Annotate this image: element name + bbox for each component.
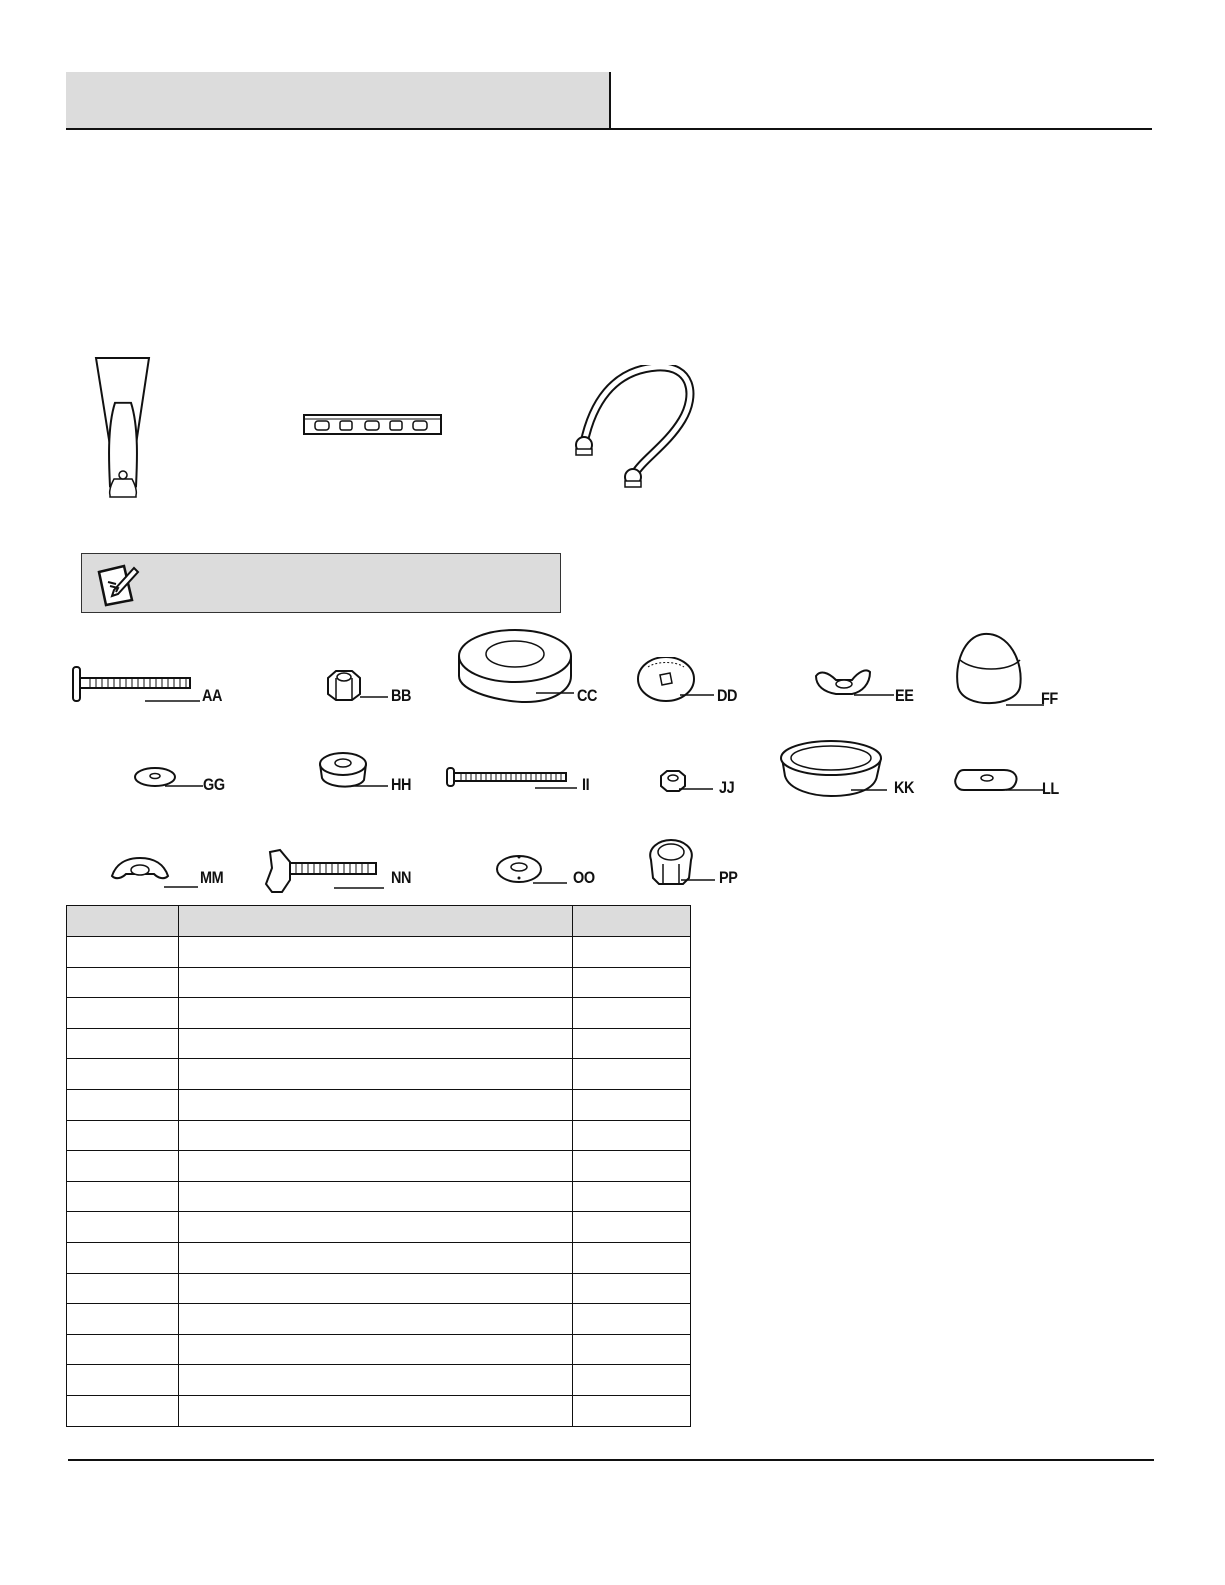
tank-gasket-icon — [779, 738, 891, 800]
table-row — [67, 1304, 691, 1335]
table-cell — [67, 1059, 179, 1090]
table-cell — [67, 1273, 179, 1304]
table-row — [67, 1151, 691, 1182]
table-header-cell — [179, 906, 573, 937]
hardware-ee — [814, 666, 894, 709]
hardware-label-aa: AA — [202, 686, 223, 705]
hardware-label-gg: GG — [203, 775, 225, 794]
supply-line-hose-icon — [572, 365, 707, 495]
table-cell — [67, 967, 179, 998]
table-cell — [179, 1212, 573, 1243]
hardware-bb — [326, 668, 388, 711]
hardware-parts-table — [66, 905, 691, 1427]
hardware-oo — [495, 853, 571, 896]
header-rule — [66, 128, 1152, 130]
hardware-ii — [445, 766, 585, 801]
hardware-label-nn: NN — [391, 868, 412, 887]
note-box — [81, 553, 561, 613]
section-header-band — [66, 72, 610, 129]
table-cell — [67, 1028, 179, 1059]
table-cell — [179, 1334, 573, 1365]
t-bolt-icon — [70, 665, 200, 705]
table-header-row — [67, 906, 691, 937]
table-cell — [67, 1212, 179, 1243]
wax-ring-icon — [456, 628, 576, 706]
table-row — [67, 1089, 691, 1120]
hardware-label-ii: II — [582, 775, 590, 794]
wing-nut-icon — [814, 666, 894, 704]
table-row — [67, 967, 691, 998]
rubber-washer-icon — [318, 750, 390, 794]
hardware-label-pp: PP — [719, 868, 738, 887]
flange-washer-icon — [495, 853, 571, 891]
table-row — [67, 1028, 691, 1059]
table-cell — [573, 1028, 691, 1059]
table-cell — [573, 967, 691, 998]
table-cell — [179, 1151, 573, 1182]
table-cell — [179, 967, 573, 998]
table-cell — [573, 998, 691, 1029]
hardware-ll — [954, 766, 1044, 801]
hardware-label-cc: CC — [577, 686, 598, 705]
table-cell — [67, 998, 179, 1029]
cap-nut-icon — [645, 838, 717, 892]
table-row — [67, 1242, 691, 1273]
small-hex-nut-icon — [659, 768, 715, 798]
table-row — [67, 998, 691, 1029]
table-cell — [179, 1242, 573, 1273]
washer-icon — [133, 764, 213, 794]
table-cell — [67, 1089, 179, 1120]
table-cell — [573, 1089, 691, 1120]
t-head-bolt-icon — [264, 848, 384, 896]
hex-nut-icon — [326, 668, 388, 706]
hardware-jj — [659, 768, 715, 803]
hardware-nn — [264, 848, 384, 901]
table-row — [67, 1395, 691, 1426]
table-header-cell — [67, 906, 179, 937]
table-header-cell — [573, 906, 691, 937]
hardware-cc — [456, 628, 576, 711]
hardware-label-oo: OO — [573, 868, 595, 887]
header-divider — [609, 72, 611, 130]
table-cell — [179, 1120, 573, 1151]
table-cell — [573, 1181, 691, 1212]
table-row — [67, 1212, 691, 1243]
hardware-label-bb: BB — [391, 686, 412, 705]
table-cell — [573, 1304, 691, 1335]
hardware-label-mm: MM — [200, 868, 224, 887]
table-cell — [573, 1365, 691, 1396]
table-cell — [573, 1395, 691, 1426]
wing-washer-icon — [110, 856, 200, 892]
table-cell — [573, 1334, 691, 1365]
table-cell — [573, 1120, 691, 1151]
hardware-hh — [318, 750, 390, 799]
hardware-label-dd: DD — [717, 686, 738, 705]
hardware-label-ll: LL — [1042, 779, 1059, 798]
hardware-label-ee: EE — [895, 686, 914, 705]
table-cell — [67, 1365, 179, 1396]
putty-knife-icon — [80, 355, 160, 500]
level-icon — [303, 413, 443, 437]
table-cell — [179, 1395, 573, 1426]
table-row — [67, 1365, 691, 1396]
hardware-label-hh: HH — [391, 775, 412, 794]
table-cell — [573, 1059, 691, 1090]
table-cell — [573, 1273, 691, 1304]
table-row — [67, 1059, 691, 1090]
table-row — [67, 1334, 691, 1365]
hardware-dd — [636, 657, 716, 710]
bolt-cap-base-icon — [636, 657, 716, 705]
hardware-pp — [645, 838, 717, 897]
hardware-label-jj: JJ — [719, 778, 735, 797]
table-cell — [573, 1212, 691, 1243]
table-cell — [179, 1181, 573, 1212]
table-cell — [179, 1304, 573, 1335]
table-cell — [179, 1273, 573, 1304]
table-cell — [573, 1151, 691, 1182]
oval-washer-icon — [954, 766, 1044, 796]
table-cell — [179, 937, 573, 968]
table-cell — [67, 1151, 179, 1182]
table-row — [67, 937, 691, 968]
table-cell — [179, 1059, 573, 1090]
table-cell — [179, 1028, 573, 1059]
closet-bolt-icon — [445, 766, 585, 796]
note-pencil-icon — [94, 560, 142, 608]
table-row — [67, 1181, 691, 1212]
hardware-gg — [133, 764, 213, 799]
table-row — [67, 1120, 691, 1151]
table-cell — [67, 1242, 179, 1273]
bolt-cap-icon — [954, 632, 1044, 714]
hardware-kk — [779, 738, 891, 805]
table-cell — [67, 1304, 179, 1335]
table-cell — [67, 1181, 179, 1212]
footer-rule — [68, 1459, 1154, 1461]
hardware-label-kk: KK — [894, 778, 915, 797]
table-cell — [179, 1089, 573, 1120]
table-cell — [573, 1242, 691, 1273]
table-cell — [573, 937, 691, 968]
table-cell — [67, 1120, 179, 1151]
hardware-ff — [954, 632, 1044, 719]
hardware-label-ff: FF — [1041, 689, 1058, 708]
table-cell — [179, 1365, 573, 1396]
table-cell — [67, 1395, 179, 1426]
hardware-aa — [70, 665, 200, 710]
table-cell — [67, 937, 179, 968]
hardware-mm — [110, 856, 200, 897]
table-row — [67, 1273, 691, 1304]
table-cell — [179, 998, 573, 1029]
table-cell — [67, 1334, 179, 1365]
